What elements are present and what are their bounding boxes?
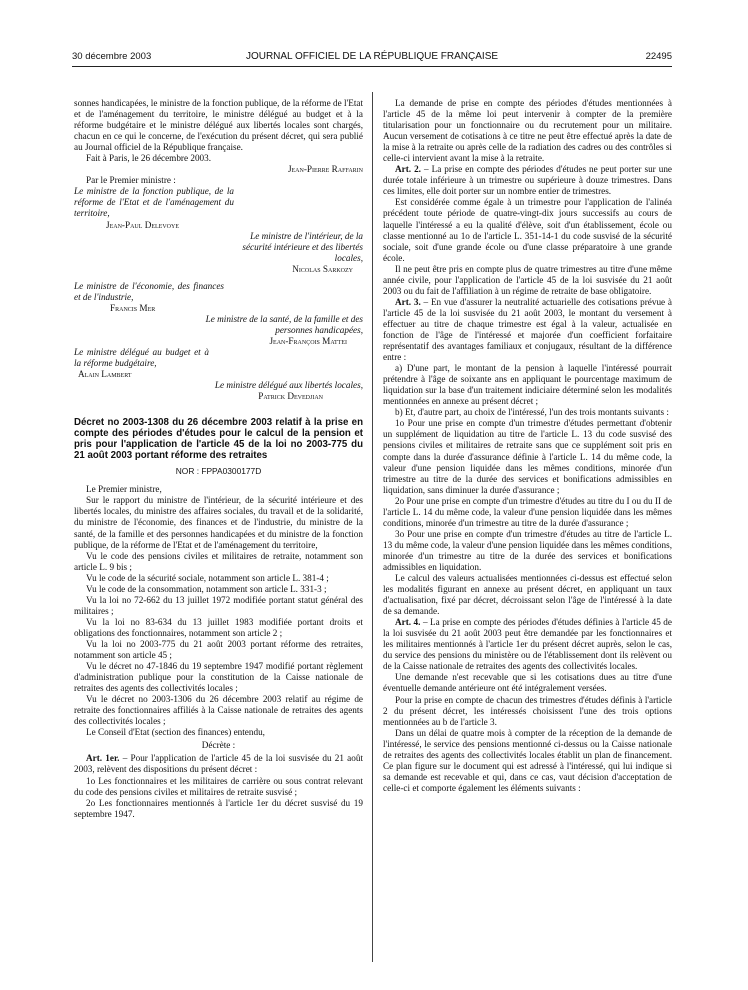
article-1-item-2: 2o Les fonctionnaires mentionnés à l'article 1er du décret susvisé du 19 septembre 1947. [74, 797, 363, 819]
header-rule [72, 66, 672, 67]
premier-ministre: Le Premier ministre, [86, 484, 162, 495]
decree-title: Décret no 2003-1308 du 26 décembre 2003 relatif à la prise en compte des périodes d'études pour le calcul de la pension et pris pour l'application de l'article 45 de la loi no 2003-775 du 21 août 2003 portant réforme des retraites [74, 417, 363, 462]
article-3 [383, 297, 672, 363]
sig2-name: Nicolas Sarkozy [292, 263, 353, 274]
vu-5: Vu la loi no 83-634 du 13 juillet 1983 modifiée portant droits et obligations des fonctionnaires, notamment son article 2 ; [74, 616, 363, 638]
article-4 [383, 617, 672, 672]
decrete: Décrète : [201, 740, 236, 751]
right-paragraph-12: Dans un délai de quatre mois à compter de la réception de la demande de l'intéressé, le service des pensions mentionné ci-dessus ou la Caisse nationale de retraites des agents des collectivités locales établit un plan de financement. Ce plan figure sur le document qui est adressé à l'intéressé, qui lui indique si sa demande est recevable et qui, dans ce cas, vaut décision d'acceptation de celle-ci et comporte également les éléments suivants : [383, 727, 672, 793]
right-paragraph-2: Est considérée comme égale à un trimestre pour l'application de l'alinéa précédent toute période de quatre-vingt-dix jours successifs au cours de laquelle l'intéressé a eu la qualité d'élève, soit d'un établissement, école ou classe mentionné au 1o de l'article L. 351-14-1 du code susvisé de la sécurité sociale, soit d'une grande école ou d'une classe préparatoire à une grande école. [383, 197, 672, 263]
vu-3: Vu le code de la consommation, notamment son article L. 331-3 ; [86, 583, 327, 594]
conseil-etat: Le Conseil d'Etat (section des finances) entendu, [86, 727, 265, 738]
right-paragraph-9: Le calcul des valeurs actualisées mentionnées ci-dessus est effectué selon les modalités figurant en annexe au présent décret, en appliquant un taux d'actualisation, fixé par décret, décroissant selon l'âge de l'intéressé à la date de sa demande. [383, 573, 672, 617]
right-paragraph-7: 2o Pour une prise en compte d'un trimestre d'études au titre du I ou du II de l'article L. 14 du même code, la valeur d'une pension liquidée dans les mêmes conditions, minorée d'un trimestre au titre de la durée d'assurance ; [383, 495, 672, 528]
article-4-label: Art. 4. [395, 617, 421, 628]
sig5-name: Alain Lambert [78, 369, 132, 380]
page-number: 22495 [645, 51, 672, 62]
right-column [383, 98, 672, 794]
right-paragraph-5: b) Et, d'autre part, au choix de l'intéressé, l'un des trois montants suivants : [395, 407, 669, 418]
vu-8: Vu le décret no 2003-1306 du 26 décembre 2003 relatif au régime de retraite des fonctionnaires affiliés à la Caisse nationale de retraites des agents des collectivités locales ; [74, 694, 363, 727]
vu-1: Vu le code des pensions civiles et militaires de retraite, notamment son article L. 9 bis ; [74, 550, 363, 572]
right-paragraph-8: 3o Pour une prise en compte d'un trimestre d'études au titre de l'article L. 13 du même code, la valeur d'une pension liquidée dans les mêmes conditions, minorée d'un trimestre au titre de la durée des services et bonifications admissibles en liquidation. [383, 528, 672, 572]
article-1-item-1: 1o Les fonctionnaires et les militaires de carrière ou sous contrat relevant du code des pensions civiles et militaires de retraite susvisé ; [74, 775, 363, 797]
right-paragraph-3: Il ne peut être pris en compte plus de quatre trimestres au titre d'une même année civile, pour l'application de l'article 45 de la loi susvisée du 21 août 2003 ou du fait de l'affiliation à un régime de retraite de base obligatoire. [383, 263, 672, 296]
article-3-label: Art. 3. [395, 296, 421, 307]
right-paragraph-4: a) D'une part, le montant de la pension à laquelle l'intéressé pourrait prétendre à l'âge de soixante ans en appliquant le pourcentage maximum de liquidation sur la base d'un traitement indiciaire déterminé selon les modalités mentionnées en annexe au présent décret ; [383, 363, 672, 407]
sig3-title: Le ministre de l'économie, des finances et de l'industrie, [74, 280, 224, 302]
sig6-name: Patrick Devedjian [258, 391, 323, 402]
sig1-title: Le ministre de la fonction publique, de la réforme de l'Etat et de l'aménagement du territoire, [74, 186, 234, 219]
done-at: Fait à Paris, le 26 décembre 2003. [86, 153, 212, 164]
article-1-label: Art. 1er. [86, 753, 120, 764]
right-paragraph-11: Pour la prise en compte de chacun des trimestres d'études définis à l'article 2 du présent décret, les intéressés choisissent l'une des trois options mentionnées au b de l'article 3. [383, 694, 672, 727]
page-header [72, 51, 672, 65]
right-paragraph-6: 1o Pour une prise en compte d'un trimestre d'études permettant d'obtenir un supplément de liquidation au titre de l'article L. 13 du code susvisé des pensions civiles et militaires de retraite sans que ce supplément soit pris en compte dans la durée d'assurance définie à l'article L. 14 du même code, la valeur d'une pension liquidée dans les mêmes conditions, minorée d'un trimestre au titre de la durée des services et bonifications admissibles en liquidation, sans diminuer la durée d'assurance ; [383, 418, 672, 495]
article-2-text: – La prise en compte des périodes d'études ne peut porter sur une durée totale inférieure à un trimestre ou supérieure à douze trimestres. Dans ces limites, elle doit porter sur un nombre entier de trimestres. [383, 164, 672, 197]
sig3-name: Francis Mer [110, 302, 156, 313]
sig4-title: Le ministre de la santé, de la famille et des personnes handicapées, [205, 313, 363, 335]
sig1-name: Jean-Paul Delevoye [106, 219, 179, 230]
nor-reference: NOR : FPPA0300177D [175, 466, 262, 477]
right-paragraph-10: Une demande n'est recevable que si les cotisations dues au titre d'une éventuelle demande antérieure ont été intégralement versées. [383, 672, 672, 694]
article-1-text: – Pour l'application de l'article 45 de la loi susvisée du 21 août 2003, relèvent des dispositions du présent décret : [74, 753, 363, 775]
article-2-label: Art. 2. [395, 164, 421, 175]
intro-paragraph: sonnes handicapées, le ministre de la fonction publique, de la réforme de l'Etat et de l'aménagement du territoire, le ministre délégué au budget et à la réforme budgétaire et le ministre délégué aux libertés locales sont chargés, chacun en ce qui le concerne, de l'exécution du présent décret, qui sera publié au Journal officiel de la République française. [74, 98, 363, 153]
journal-title: JOURNAL OFFICIEL DE LA RÉPUBLIQUE FRANÇAISE [245, 51, 499, 62]
sig4-name: Jean-François Mattei [269, 335, 347, 346]
right-paragraph-1: La demande de prise en compte des périodes d'études mentionnées à l'article 45 de la même loi peut intervenir à compter de la première titularisation pour un fonctionnaire ou du recrutement pour un militaire. Aucun versement de cotisations à ce titre ne peut être effectué après la date de la mise à la retraite ou après celle de la radiation des cadres ou des contrôles si celle-ci intervient avant la mise à la retraite. [383, 98, 672, 164]
left-column [74, 98, 363, 820]
article-3-text: – En vue d'assurer la neutralité actuarielle des cotisations prévue à l'article 45 de la loi susvisée du 21 août 2003, le montant du versement à effectuer au titre de chaque trimestre est égal à la valeur, actualisée en fonction de l'âge de l'intéressé et majorée d'un coefficient forfaitaire représentatif des avantages familiaux et conjugaux, résultant de la différence entre : [383, 296, 673, 363]
article-1 [74, 753, 363, 775]
vu-2: Vu le code de la sécurité sociale, notamment son article L. 381-4 ; [86, 572, 329, 583]
vu-7: Vu le décret no 47-1846 du 19 septembre 1947 modifié portant règlement d'administration publique pour la constitution de la Caisse nationale de retraites des agents des collectivités locales ; [74, 661, 363, 694]
header-date: 30 décembre 2003 [72, 51, 152, 62]
pm-signature: Jean-Pierre Raffarin [287, 164, 363, 175]
article-2 [383, 164, 672, 197]
column-divider [372, 92, 373, 962]
article-4-text: – La prise en compte des périodes d'études définies à l'article 45 de la loi susvisée du 21 août 2003 peut être demandée par les fonctionnaires et les militaires mentionnés à l'article 1er du présent décret auprès, selon le cas, du service des pensions du ministère ou de l'établissement dont ils relèvent ou de la Caisse nationale de retraites des agents des collectivités locales. [383, 617, 672, 672]
sig2-title: Le ministre de l'intérieur, de la sécurité intérieure et des libertés locales, [242, 230, 363, 263]
rapport-paragraph: Sur le rapport du ministre de l'intérieur, de la sécurité intérieure et des libertés locales, du ministre des affaires sociales, du travail et de la solidarité, du ministre de l'économie, des finances et de l'industrie, du ministre de la santé, de la famille et des personnes handicapées et du ministre de la fonction publique, de la réforme de l'Etat et de l'aménagement du territoire, [74, 495, 363, 550]
vu-4: Vu la loi no 72-662 du 13 juillet 1972 modifiée portant statut général des militaires ; [74, 594, 363, 616]
sig6-title: Le ministre délégué aux libertés locales, [214, 380, 363, 391]
vu-6: Vu la loi no 2003-775 du 21 août 2003 portant réforme des retraites, notamment son article 45 ; [74, 638, 363, 661]
by-pm: Par le Premier ministre : [86, 175, 176, 186]
sig5-title: Le ministre délégué au budget et à la réforme budgétaire, [74, 347, 209, 369]
